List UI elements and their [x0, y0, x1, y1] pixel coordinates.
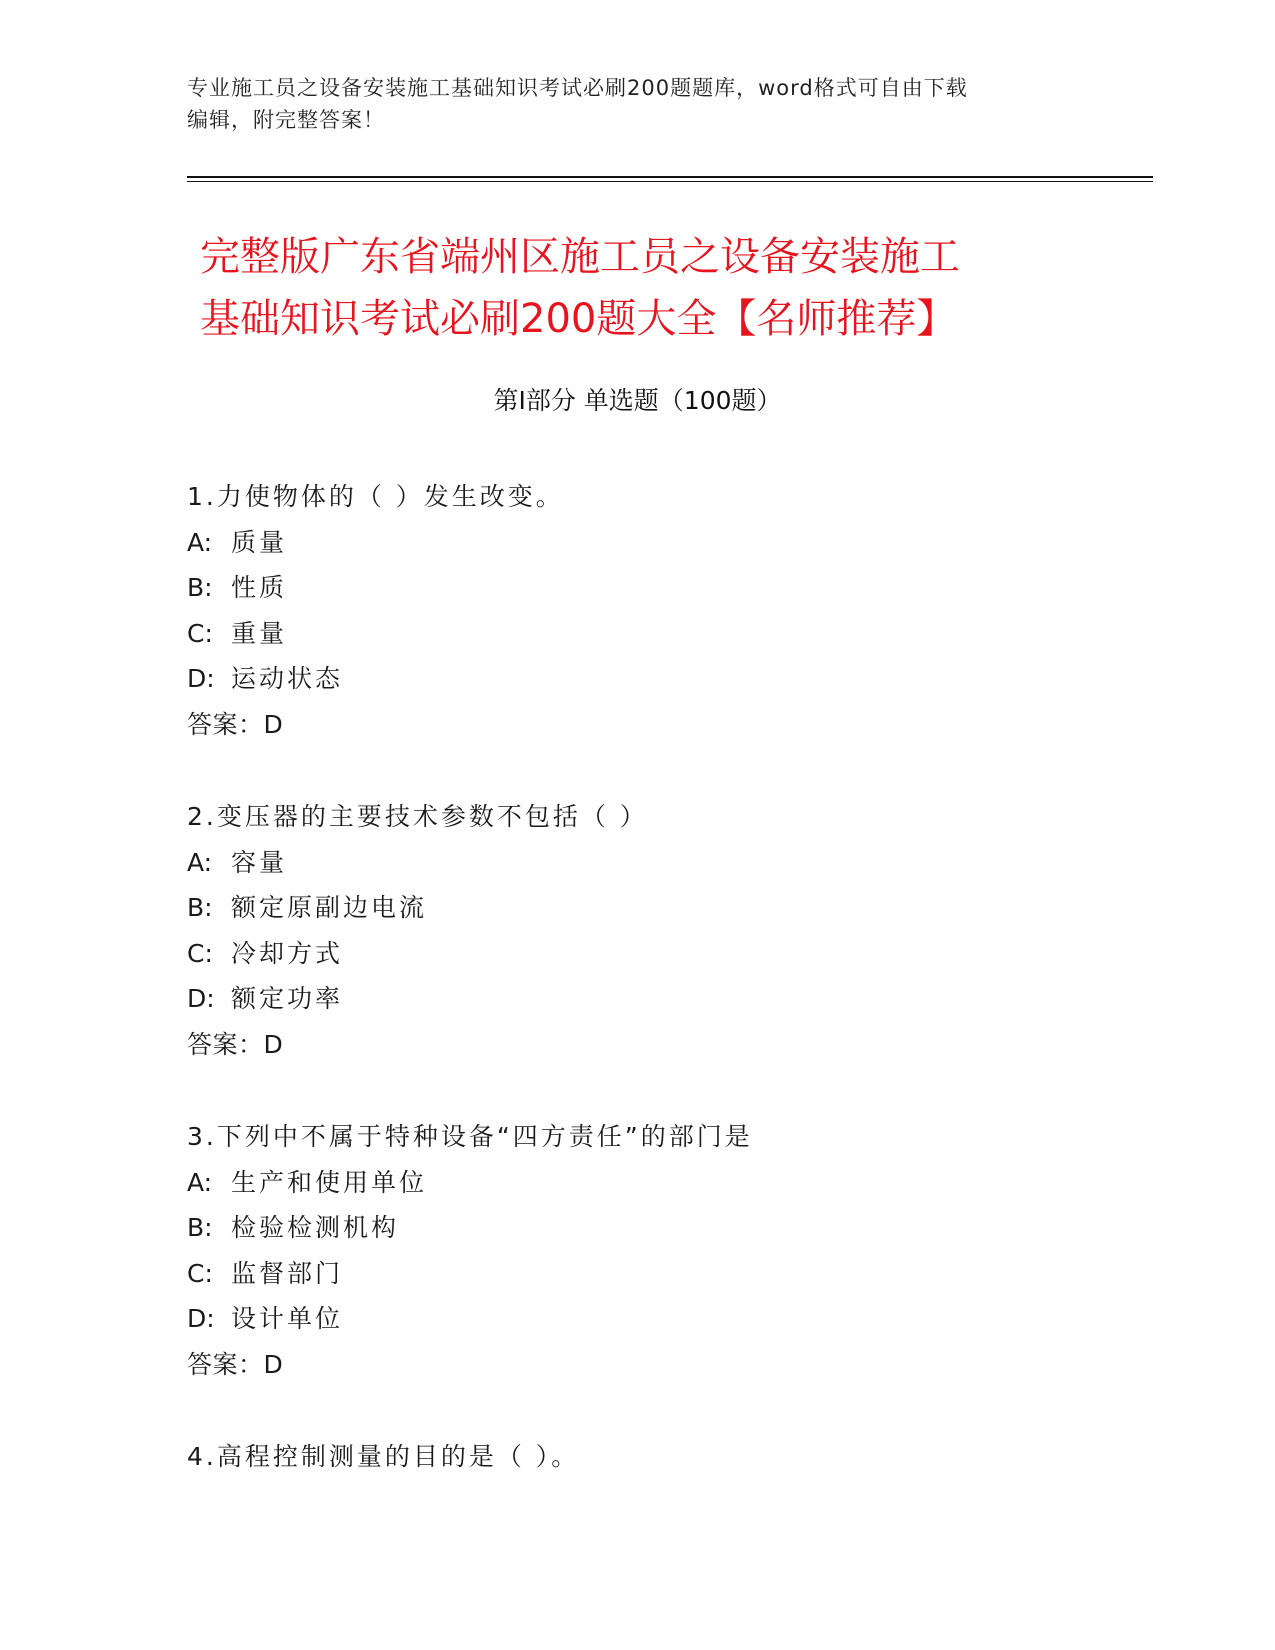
question-text: 2.变压器的主要技术参数不包括（ ） — [187, 802, 648, 831]
option-letter: D: — [187, 664, 215, 693]
section-title: 第I部分 单选题（100题） — [493, 386, 782, 415]
question-spacer — [187, 1387, 1127, 1434]
option-text: 设计单位 — [231, 1304, 344, 1333]
answer-label: 答案： — [187, 1029, 264, 1059]
option-letter: C: — [187, 618, 213, 648]
question-spacer — [187, 1067, 1127, 1114]
option-a — [187, 520, 1127, 566]
question-spacer — [187, 747, 1127, 794]
answer-line — [187, 1342, 1127, 1388]
question-item — [187, 1434, 1127, 1480]
header-note-line-2: 编辑，附完整答案！ — [187, 108, 385, 132]
option-letter: C: — [187, 1258, 213, 1288]
option-d — [187, 976, 1127, 1022]
question-list — [187, 474, 1127, 1480]
answer-line — [187, 1022, 1127, 1068]
option-text: 检验检测机构 — [231, 1213, 400, 1242]
option-text: 容量 — [231, 847, 288, 877]
option-text: 运动状态 — [231, 664, 344, 693]
header-divider-thick — [187, 176, 1153, 178]
option-letter: D: — [187, 1304, 215, 1333]
answer-value: D — [263, 1029, 284, 1059]
question-text: 1.力使物体的（ ）发生改变。 — [187, 482, 564, 511]
option-text: 监督部门 — [231, 1258, 344, 1288]
answer-value: D — [263, 1349, 284, 1379]
question-item — [187, 794, 1127, 1067]
option-letter: A: — [187, 1167, 213, 1197]
option-letter: A: — [187, 527, 213, 557]
option-a — [187, 840, 1127, 886]
option-text: 冷却方式 — [231, 938, 344, 968]
answer-line — [187, 702, 1127, 748]
option-b — [187, 1205, 1127, 1251]
question-text: 3.下列中不属于特种设备“四方责任”的部门是 — [187, 1122, 753, 1151]
option-text: 额定原副边电流 — [231, 893, 428, 922]
answer-label: 答案： — [187, 1349, 264, 1379]
question-item — [187, 474, 1127, 747]
option-d — [187, 656, 1127, 702]
option-d — [187, 1296, 1127, 1342]
option-text: 重量 — [231, 618, 288, 648]
document-title — [200, 226, 1120, 350]
header-note-line-1: 专业施工员之设备安装施工基础知识考试必刷200题题库，word格式可自由下载 — [187, 76, 968, 100]
option-letter: B: — [187, 893, 213, 922]
header-note — [187, 72, 1087, 136]
question-item — [187, 1114, 1127, 1387]
option-c — [187, 611, 1127, 657]
option-c — [187, 931, 1127, 977]
option-c — [187, 1251, 1127, 1297]
option-text: 性质 — [231, 573, 288, 602]
option-text: 生产和使用单位 — [231, 1167, 428, 1197]
option-letter: C: — [187, 938, 213, 968]
answer-label: 答案： — [187, 709, 264, 739]
answer-value: D — [263, 709, 284, 739]
header-divider-thin — [187, 181, 1153, 182]
option-letter: D: — [187, 984, 215, 1013]
option-text: 质量 — [231, 527, 288, 557]
option-letter: B: — [187, 573, 213, 602]
option-letter: A: — [187, 847, 213, 877]
document-title-line-1: 完整版广东省端州区施工员之设备安装施工 — [200, 234, 960, 280]
option-letter: B: — [187, 1213, 213, 1242]
document-title-line-2: 基础知识考试必刷200题大全【名师推荐】 — [200, 296, 957, 342]
option-b — [187, 565, 1127, 611]
option-text: 额定功率 — [231, 984, 344, 1013]
option-b — [187, 885, 1127, 931]
option-a — [187, 1160, 1127, 1206]
question-text: 4.高程控制测量的目的是（ ）。 — [187, 1442, 580, 1471]
